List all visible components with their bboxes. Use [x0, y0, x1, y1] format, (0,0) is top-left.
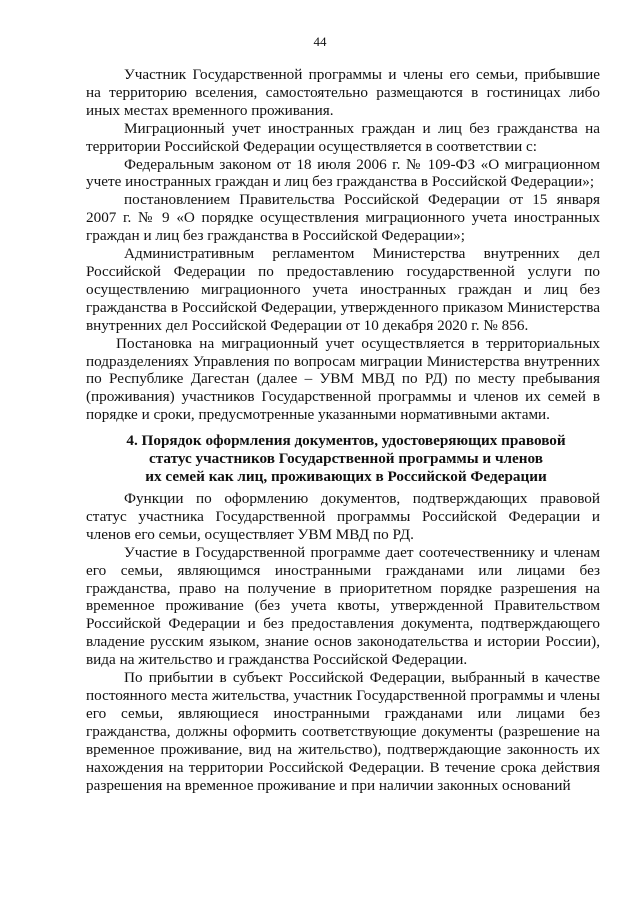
heading-line: статус участников Государственной программы и членов	[149, 450, 543, 468]
heading-line: 4. Порядок оформления документов, удостоверяющих правовой	[126, 432, 566, 449]
paragraph: Административным регламентом Министерства внутренних дел Российской Федерации по предоставлению государственной услуги по осуществлению миграционного учета иностранных граждан и лиц без гражданства в Российской Федерации, утвержденного приказом Министерства внутренних дел Российской Федерации от 10 декабря 2020 г. № 856.	[86, 245, 600, 334]
section-heading	[100, 432, 592, 487]
paragraph: Функции по оформлению документов, подтверждающих правовой статус участника Государственной программы Российской Федерации и членов его семьи, осуществляет УВМ МВД по РД.	[86, 490, 600, 543]
page-number: 44	[313, 34, 327, 49]
paragraph: Федеральным законом от 18 июля 2006 г. № 109-ФЗ «О миграционном учете иностранных граждан и лиц без гражданства в Российской Федерации»;	[86, 155, 600, 191]
paragraph: По прибытии в субъект Российской Федерации, выбранный в качестве постоянного места жительства, участник Государственной программы и члены его семьи, являющиеся иностранными гражданами или лицами без гражданства, должны оформить соответствующие документы (разрешение на временное проживание, вид на жительство), подтверждающие законность их нахождения на территории Российской Федерации. В течение срока действия разрешения на временное проживание и при наличии законных оснований	[86, 669, 600, 794]
section-legal-status	[86, 490, 600, 794]
section-migration-registration	[86, 66, 600, 424]
paragraph: Участие в Государственной программе дает соотечественнику и членам его семьи, являющимся иностранными гражданами или лицами без гражданства, право на получение в приоритетном порядке разрешения на временное проживание (без учета квоты, утвержденной Правительством Российской Федерации и без предоставления документа, подтверждающего владение русским языком, знание основ законодательства и истории России), вида на жительство и гражданства Российской Федерации.	[86, 543, 600, 669]
paragraph: Миграционный учет иностранных граждан и лиц без гражданства на территории Российской Федерации осуществляется в соответствии с:	[86, 119, 600, 155]
paragraph: постановлением Правительства Российской Федерации от 15 января 2007 г. № 9 «О порядке осуществления миграционного учета иностранных граждан и лиц без гражданства в Российской Федерации»;	[86, 191, 600, 245]
paragraph: Участник Государственной программы и члены его семьи, прибывшие на территорию вселения, самостоятельно размещаются в гостиницах либо иных местах временного проживания.	[86, 66, 600, 119]
heading-line: их семей как лиц, проживающих в Российской Федерации	[145, 468, 547, 486]
paragraph: Постановка на миграционный учет осуществляется в территориальных подразделениях Управления по вопросам миграции Министерства внутренних по Республике Дагестан (далее – УВМ МВД по РД) по месту пребывания (проживания) участников Государственной программы и членов их семей в порядке и сроки, предусмотренные указанными нормативными актами.	[86, 334, 600, 424]
